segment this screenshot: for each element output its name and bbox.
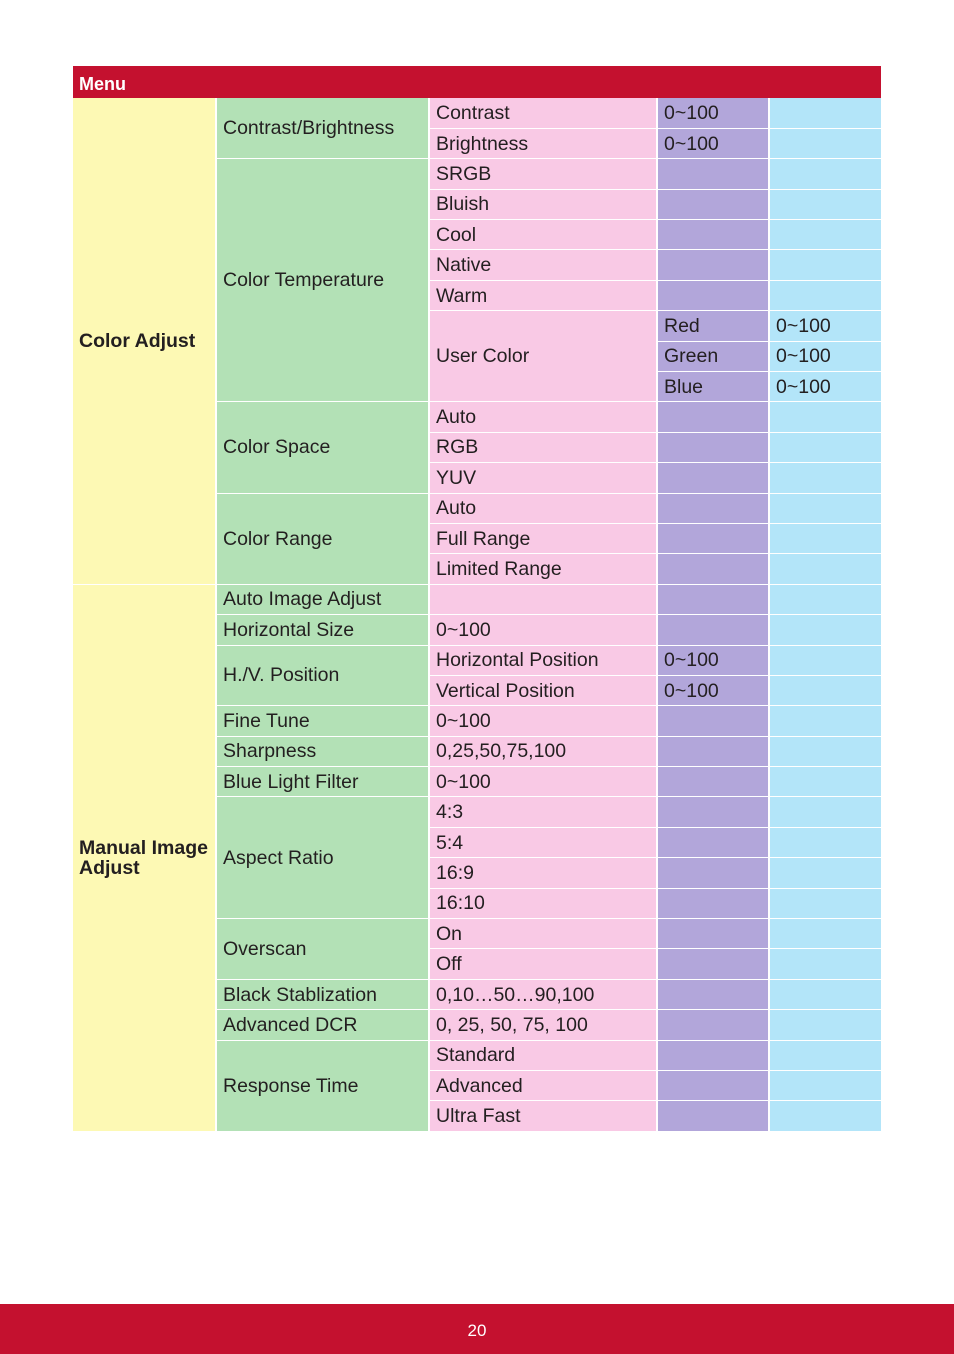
table-cell bbox=[657, 919, 769, 949]
table-cell: Horizontal Position bbox=[429, 645, 657, 675]
table-cell bbox=[657, 949, 769, 979]
table-cell: Advanced DCR bbox=[216, 1010, 429, 1040]
table-cell: 0,25,50,75,100 bbox=[429, 736, 657, 766]
table-cell: Color Adjust bbox=[73, 98, 216, 584]
table-cell: 0~100 bbox=[769, 341, 881, 371]
table-cell bbox=[657, 493, 769, 523]
table-cell: Full Range bbox=[429, 523, 657, 553]
table-cell: Auto bbox=[429, 402, 657, 432]
table-cell: Horizontal Size bbox=[216, 615, 429, 645]
table-cell bbox=[657, 827, 769, 857]
table-cell bbox=[657, 615, 769, 645]
table-cell: Limited Range bbox=[429, 554, 657, 584]
table-cell: 5:4 bbox=[429, 827, 657, 857]
table-cell bbox=[769, 736, 881, 766]
table-cell bbox=[657, 463, 769, 493]
table-cell: Auto bbox=[429, 493, 657, 523]
table-row bbox=[73, 584, 881, 614]
table-cell bbox=[657, 1101, 769, 1131]
table-cell: Blue bbox=[657, 372, 769, 402]
table-cell: Contrast/Brightness bbox=[216, 98, 429, 159]
table-cell bbox=[769, 189, 881, 219]
table-cell bbox=[429, 584, 657, 614]
table-cell: Native bbox=[429, 250, 657, 280]
table-cell: H./V. Position bbox=[216, 645, 429, 706]
table-cell: Color Temperature bbox=[216, 159, 429, 402]
table-cell bbox=[769, 919, 881, 949]
table-cell bbox=[769, 645, 881, 675]
table-cell: 4:3 bbox=[429, 797, 657, 827]
table-cell bbox=[769, 402, 881, 432]
table-cell bbox=[769, 1101, 881, 1131]
table-cell bbox=[769, 706, 881, 736]
table-cell: Auto Image Adjust bbox=[216, 584, 429, 614]
table-cell bbox=[657, 189, 769, 219]
footer-bar bbox=[0, 1304, 954, 1354]
menu-table bbox=[73, 66, 881, 1132]
table-cell bbox=[657, 888, 769, 918]
table-cell bbox=[769, 1071, 881, 1101]
table-cell bbox=[769, 949, 881, 979]
table-cell: Overscan bbox=[216, 919, 429, 980]
table-cell bbox=[769, 584, 881, 614]
table-cell bbox=[657, 1010, 769, 1040]
table-cell: Response Time bbox=[216, 1040, 429, 1131]
table-cell: Ultra Fast bbox=[429, 1101, 657, 1131]
table-cell bbox=[769, 767, 881, 797]
table-cell bbox=[769, 979, 881, 1009]
table-cell: 0~100 bbox=[429, 706, 657, 736]
table-cell bbox=[769, 220, 881, 250]
table-cell bbox=[769, 1010, 881, 1040]
table-cell: Contrast bbox=[429, 98, 657, 128]
table-cell bbox=[769, 159, 881, 189]
table-cell bbox=[769, 98, 881, 128]
table-cell bbox=[769, 463, 881, 493]
table-cell: Standard bbox=[429, 1040, 657, 1070]
table-cell: Blue Light Filter bbox=[216, 767, 429, 797]
table-cell bbox=[769, 827, 881, 857]
table-cell bbox=[769, 493, 881, 523]
table-cell bbox=[657, 858, 769, 888]
table-cell: 0~100 bbox=[657, 98, 769, 128]
table-cell: Red bbox=[657, 311, 769, 341]
table-cell: Bluish bbox=[429, 189, 657, 219]
table-row bbox=[73, 98, 881, 128]
table-cell bbox=[657, 797, 769, 827]
table-cell: Brightness bbox=[429, 128, 657, 158]
table-cell: Sharpness bbox=[216, 736, 429, 766]
table-cell: 16:10 bbox=[429, 888, 657, 918]
table-header-row bbox=[73, 66, 881, 98]
table-cell bbox=[769, 615, 881, 645]
table-cell bbox=[657, 220, 769, 250]
table-cell bbox=[657, 1040, 769, 1070]
table-cell bbox=[657, 584, 769, 614]
table-cell: Green bbox=[657, 341, 769, 371]
table-cell bbox=[769, 797, 881, 827]
table-cell: RGB bbox=[429, 432, 657, 462]
table-cell bbox=[657, 554, 769, 584]
table-cell bbox=[769, 250, 881, 280]
table-cell: On bbox=[429, 919, 657, 949]
table-cell bbox=[657, 432, 769, 462]
table-cell: 0,10…50…90,100 bbox=[429, 979, 657, 1009]
table-cell bbox=[657, 159, 769, 189]
table-cell: User Color bbox=[429, 311, 657, 402]
table-cell: Fine Tune bbox=[216, 706, 429, 736]
table-cell bbox=[769, 432, 881, 462]
table-cell bbox=[769, 858, 881, 888]
table-cell bbox=[657, 736, 769, 766]
table-cell bbox=[657, 1071, 769, 1101]
table-cell: SRGB bbox=[429, 159, 657, 189]
table-cell: Advanced bbox=[429, 1071, 657, 1101]
table-cell: 0~100 bbox=[657, 675, 769, 705]
table-cell bbox=[769, 280, 881, 310]
table-cell: 0~100 bbox=[429, 767, 657, 797]
page-number: 20 bbox=[467, 1321, 487, 1340]
table-cell: 0~100 bbox=[429, 615, 657, 645]
table-cell: Color Range bbox=[216, 493, 429, 584]
table-cell: Vertical Position bbox=[429, 675, 657, 705]
table-cell bbox=[769, 523, 881, 553]
table-cell: 0~100 bbox=[657, 645, 769, 675]
table-cell: Aspect Ratio bbox=[216, 797, 429, 919]
table-cell: 0~100 bbox=[769, 372, 881, 402]
table-cell bbox=[769, 554, 881, 584]
table-cell bbox=[657, 280, 769, 310]
table-cell: YUV bbox=[429, 463, 657, 493]
table-cell bbox=[769, 675, 881, 705]
table-cell bbox=[657, 402, 769, 432]
table-cell: Warm bbox=[429, 280, 657, 310]
table-cell: 16:9 bbox=[429, 858, 657, 888]
table-cell bbox=[769, 128, 881, 158]
table-cell: 0, 25, 50, 75, 100 bbox=[429, 1010, 657, 1040]
table-cell bbox=[769, 1040, 881, 1070]
table-cell: Black Stablization bbox=[216, 979, 429, 1009]
table-cell: Cool bbox=[429, 220, 657, 250]
table-cell bbox=[657, 706, 769, 736]
menu-body bbox=[73, 98, 881, 1131]
table-cell: 0~100 bbox=[769, 311, 881, 341]
table-cell bbox=[657, 979, 769, 1009]
table-cell: Color Space bbox=[216, 402, 429, 493]
table-cell bbox=[657, 767, 769, 797]
table-cell: Manual Image Adjust bbox=[73, 584, 216, 1131]
table-cell: Off bbox=[429, 949, 657, 979]
table-cell bbox=[769, 888, 881, 918]
table-cell bbox=[657, 523, 769, 553]
table-cell bbox=[657, 250, 769, 280]
table-cell: 0~100 bbox=[657, 128, 769, 158]
menu-header: Menu bbox=[73, 66, 881, 98]
